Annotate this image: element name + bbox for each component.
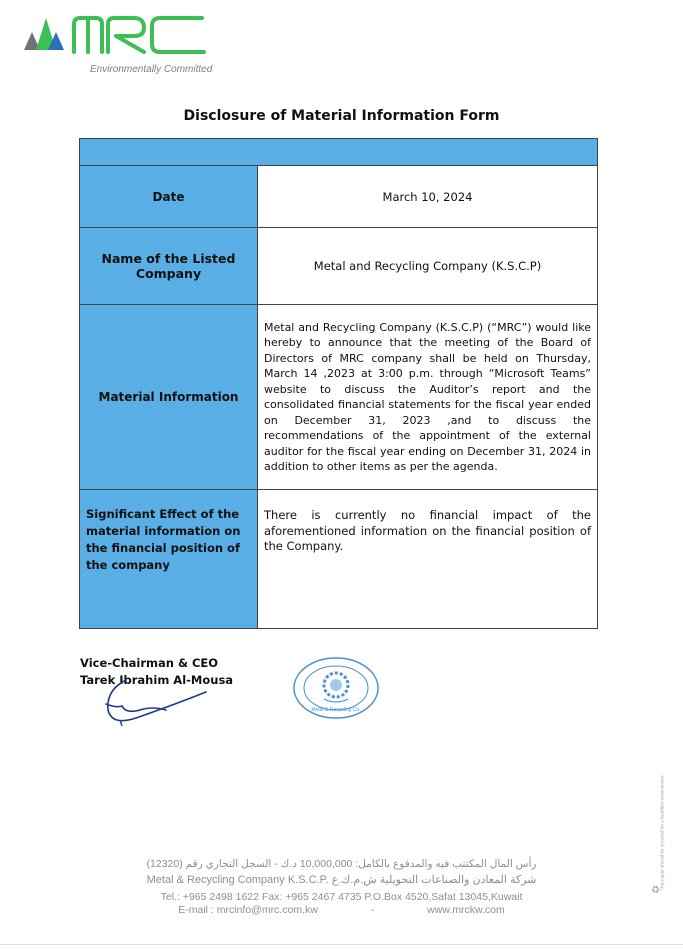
signatory-name: Tarek Ibrahim Al-Mousa (80, 673, 234, 687)
handwritten-signature (96, 670, 216, 728)
recycle-note-text: This paper should be recycled for a healthier environment. (659, 774, 665, 891)
footer-separator: - (370, 904, 375, 916)
material-information-value: Metal and Recycling Company (K.S.C.P) (“MRC”) would like hereby to announce that the meeting of the Board of Directors of MRC company shall be held on Thursday, March 14 ,2023 at 3:00 p.m. through “Microsoft Teams” website to discuss the Auditor’s report and the consolidated financial statements for the fiscal year ended on December 31, 2023 ,and to discuss the recommendations of the appointment of the external auditor for the fiscal year ending on December 31, 2024 in addition to other items as per the agenda. (258, 305, 598, 490)
footer-email[interactable]: E-mail : mrcinfo@mrc.com.kw (178, 904, 318, 916)
significant-effect-label: Significant Effect of the material information on the financial position of the company (80, 490, 258, 629)
footer-capital-line: رأس المال المكتتب فيه والمدفوع بالكامل: 10,000,000 د.ك - السجل التجاري رقم (12320) (146, 858, 537, 870)
table-header-row (80, 139, 598, 166)
footer-company-line (0, 873, 683, 886)
mrc-logo (22, 10, 222, 56)
table-row (80, 490, 598, 629)
footer-website[interactable]: www.mrckw.com (427, 904, 505, 916)
table-header-cell (80, 139, 598, 166)
footer-web-line (0, 904, 683, 916)
signatory-title: Vice-Chairman & CEO (80, 656, 219, 670)
table-row (80, 305, 598, 490)
date-value: March 10, 2024 (258, 166, 598, 228)
disclosure-table (79, 138, 598, 629)
company-name-value: Metal and Recycling Company (K.S.C.P) (258, 228, 598, 305)
bottom-rule (0, 944, 683, 945)
date-label: Date (80, 166, 258, 228)
company-name-label: Name of the Listed Company (80, 228, 258, 305)
footer-company-arabic: شركة المعادن والصناعات التحويلية ش.م.ك.ع (331, 874, 537, 886)
footer-company-english: Metal & Recycling Company K.S.C.P. (146, 874, 329, 886)
material-information-label: Material Information (80, 305, 258, 490)
significant-effect-value: There is currently no financial impact of the aforementioned information on the financial position of the Company. (258, 490, 598, 629)
footer-contact-line: Tel.: +965 2498 1622 Fax: +965 2467 4735 P.O.Box 4520,Safat 13045,Kuwait (160, 891, 523, 903)
stamp-text: Metal & Recycling Co. (311, 707, 361, 713)
company-stamp (290, 655, 382, 721)
page-title: Disclosure of Material Information Form (183, 108, 500, 124)
table-row (80, 228, 598, 305)
recycle-icon: ♻ (651, 885, 660, 896)
tagline: Environmentally Committed (90, 64, 213, 75)
table-row (80, 166, 598, 228)
